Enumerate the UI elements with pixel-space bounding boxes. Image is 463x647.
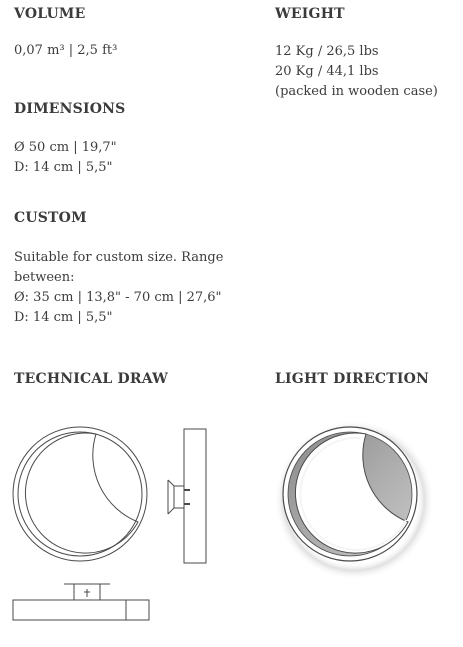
- dimensions-line: Ø 50 cm | 19,7": [14, 140, 117, 155]
- technical-draw-heading: TECHNICAL DRAW: [14, 371, 168, 387]
- weight-line: 12 Kg / 26,5 lbs: [275, 44, 379, 59]
- volume-heading: VOLUME: [14, 6, 86, 22]
- weight-line: (packed in wooden case): [275, 84, 438, 99]
- custom-line: Ø: 35 cm | 13,8" - 70 cm | 27,6": [14, 290, 222, 305]
- dimensions-heading: DIMENSIONS: [14, 101, 126, 117]
- weight-heading: WEIGHT: [275, 6, 345, 22]
- dimensions-line: D: 14 cm | 5,5": [14, 160, 113, 175]
- custom-line: between:: [14, 270, 75, 285]
- custom-line: Suitable for custom size. Range: [14, 250, 224, 265]
- volume-line: 0,07 m³ | 2,5 ft³: [14, 43, 118, 58]
- weight-line: 20 Kg / 44,1 lbs: [275, 64, 379, 79]
- light-direction-heading: LIGHT DIRECTION: [275, 371, 429, 387]
- custom-heading: CUSTOM: [14, 210, 87, 226]
- custom-line: D: 14 cm | 5,5": [14, 310, 113, 325]
